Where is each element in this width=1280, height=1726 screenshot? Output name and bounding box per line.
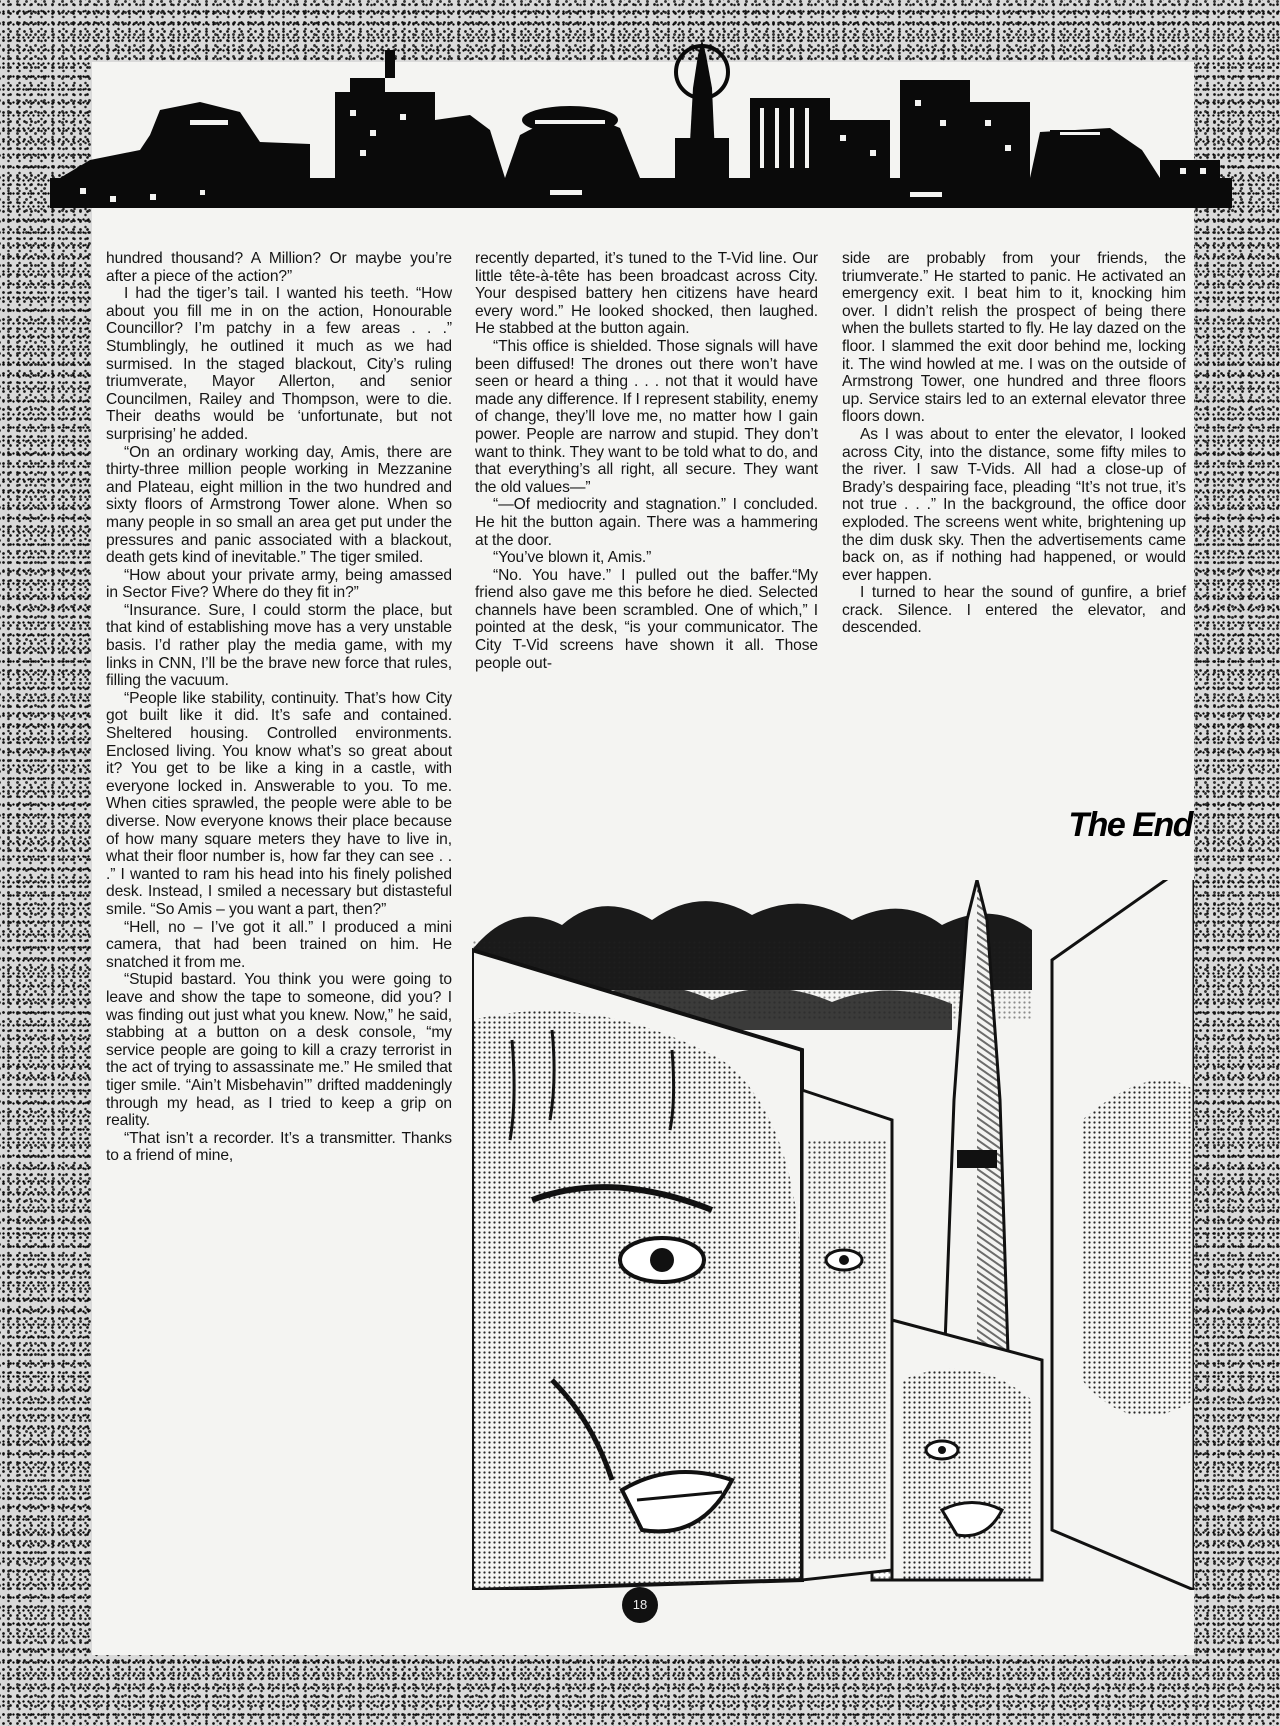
paragraph: As I was about to enter the elevator, I looked across City, into the distance, some fifty miles to the river. I saw T-Vids. All had a close-up of Brady’s despairing face, pleading “It’s not true, it’s not true . . .” In the background, the office door exploded. The screens went white, brightening up the dim dusk sky. Then the advertisements came back on, as if nothing had happened, or would ever happen. [842, 425, 1186, 584]
paragraph: recently departed, it’s tuned to the T-Vid line. Our little tête-à-tête has been broadcast across City. Your despised battery hen citizens have heard every word.” He looked shocked, then laughed. He stabbed at the button again. [475, 250, 818, 338]
paragraph: “You’ve blown it, Amis.” [493, 549, 652, 567]
paragraph: I turned to hear the sound of gunfire, a brief crack. Silence. I entered the elevator, and descended. [842, 584, 1186, 637]
story-column-1 [106, 250, 452, 1165]
page-number: 18 [622, 1587, 658, 1623]
paragraph: “That isn’t a recorder. It’s a transmitter. Thanks to a friend of mine, [106, 1129, 452, 1165]
paragraph: hundred thousand? A Million? Or maybe you’re after a piece of the action?” [106, 250, 452, 285]
paragraph: “Insurance. Sure, I could storm the place, but that kind of establishing move has a very unstable basis. I’d rather play the media game, with my links in CNN, I’ll be the brave new force that rules, filling the vacuum. [106, 601, 452, 690]
story-column-3 [842, 250, 1186, 637]
paragraph: “People like stability, continuity. That’s how City got built like it did. It’s safe and contained. Sheltered housing. Controlled environments. Enclosed living. You know what’s so great about it? You get to be like a king in a castle, with everyone locked in. Answerable to you. To me. When cities sprawled, the people were able to be diverse. Now everyone knows their place because of how many square meters they have to live in, what their floor number is, how far they can see . . .” I wanted to ram his head into his finely polished desk. Instead, I smiled a necessary but distasteful smile. “So Amis – you want a part, then?” [106, 689, 452, 918]
paragraph: “On an ordinary working day, Amis, there are thirty-three million people working in Mezzanine and Plateau, eight million in the two hundred and sixty floors of Armstrong Tower alone. When so many people in so small an area get put under the pressures and panic associated with a blackout, death gets kind of inevitable.” The tiger smiled. [106, 443, 452, 567]
paragraph: “This office is shielded. Those signals will have been diffused! The drones out there won’t have seen or heard a thing . . . not that it would have made any difference. If I represent stability, enemy of change, they’ll love me, no matter how I gain power. People are narrow and stupid. They don’t want to think. They want to be told what to do, and that everything’s all right, all secure. They want the old values—” [475, 337, 818, 496]
city-skyline-header [50, 20, 1232, 215]
the-end-label: The End [1068, 806, 1192, 844]
paragraph: “How about your private army, being amassed in Sector Five? Where do they fit in?” [106, 566, 452, 602]
paragraph: “—Of mediocrity and stagnation.” I concluded. He hit the button again. There was a hammering at the door. [475, 496, 818, 549]
tv-screens-illustration [472, 880, 1194, 1590]
paragraph: “No. You have.” I pulled out the baffer.“My friend also gave me this before he died. Selected channels have been scrambled. One of which,” I pointed at the desk, “is your communicator. The City T-Vid screens have shown it all. Those people out- [475, 566, 818, 672]
paragraph: I had the tiger’s tail. I wanted his teeth. “How about you fill me in on the action, Honourable Councillor? I’m patchy in a few areas . . .” Stumblingly, he outlined it much as we had surmised. In the staged blackout, City’s ruling triumverate, Mayor Allerton, and senior Councilmen, Railey and Thompson, were to die. Their deaths would be ‘unfortunate, but not surprising’ he added. [106, 285, 452, 443]
paragraph: “Hell, no – I’ve got it all.” I produced a mini camera, that had been trained on him. He snatched it from me. [106, 918, 452, 971]
story-column-2 [475, 250, 818, 672]
paragraph: side are probably from your friends, the triumverate.” He started to panic. He activated an emergency exit. I beat him to it, knocking him over. I didn’t relish the prospect of being there when the bullets started to fly. He lay dazed on the floor. I slammed the exit door behind me, locking it. The wind howled at me. I was on the outside of Armstrong Tower, one hundred and three floors up. Service stairs led to an external elevator three floors down. [842, 250, 1186, 426]
paragraph: “Stupid bastard. You think you were going to leave and show the tape to someone, did you? I was finding out just what you knew. Now,” he said, stabbing at a button on a desk console, “my service people are going to kill a crazy terrorist in the act of trying to assassinate me.” He smiled that tiger smile. “Ain’t Misbehavin’” drifted maddeningly through my head, as I tried to keep a grip on reality. [106, 971, 452, 1130]
